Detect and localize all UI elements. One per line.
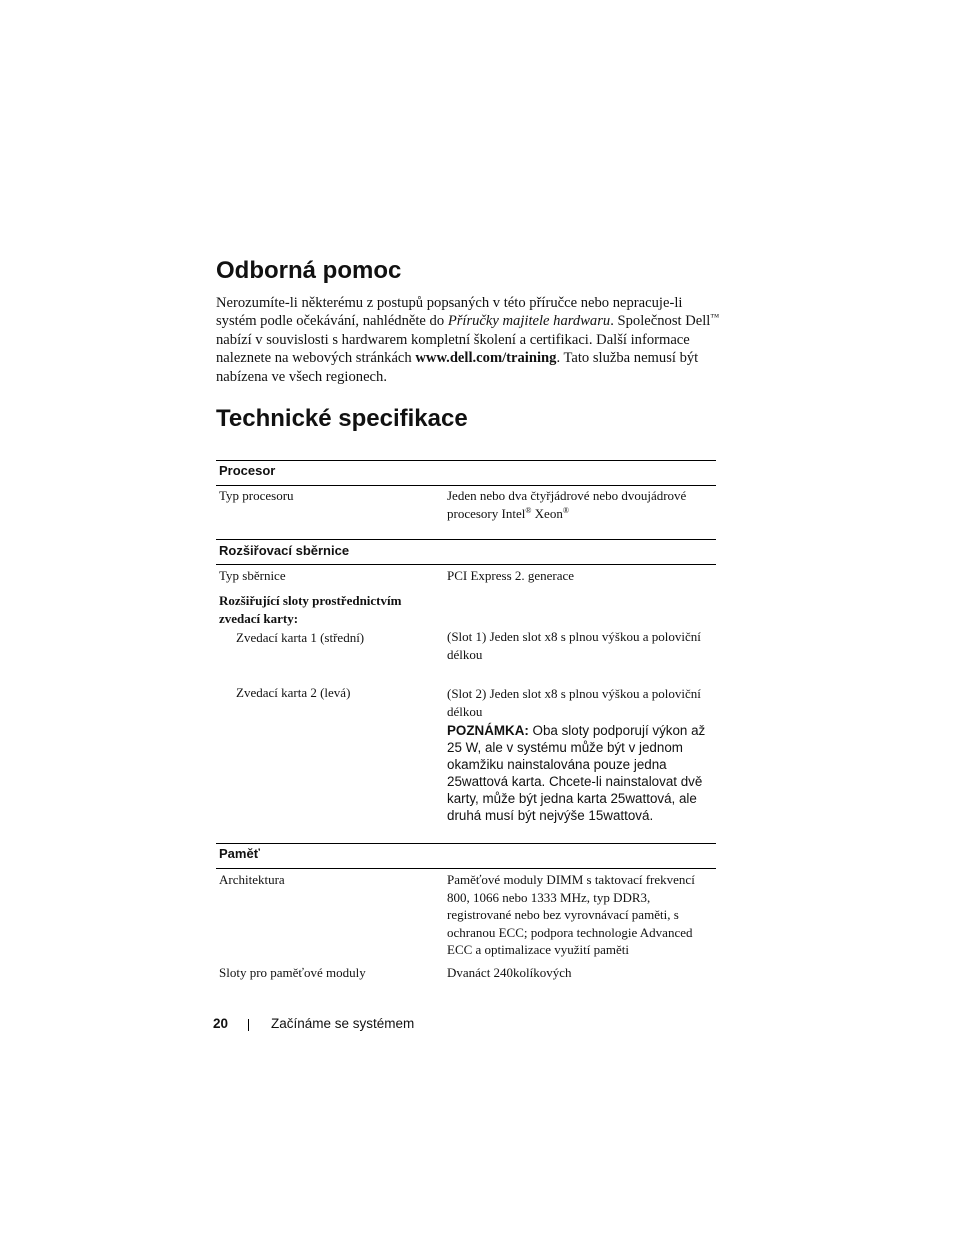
table-rule: [216, 868, 716, 869]
trademark-mark: ™: [710, 312, 720, 323]
intro-text-3: nabízí v souvislosti s hardwarem kompletní školení a certifikaci. Další informace naleznete na webových stránkách: [216, 331, 690, 367]
spec-header-bus: Rozšiřovací sběrnice: [219, 543, 350, 558]
spec-value-processor-type: [447, 487, 717, 522]
table-rule: [216, 843, 716, 844]
intro-text-4: . Tato služba nemusí být nabízena ve všech regionech.: [216, 350, 699, 385]
note-block: [447, 722, 717, 824]
section-title-technicke-specifikace: Technické specifikace: [216, 405, 468, 432]
spec-label-riser-2: Zvedací karta 2 (levá): [236, 685, 351, 700]
processor-brand-text: Xeon: [531, 505, 563, 521]
registered-mark: ®: [525, 505, 532, 515]
spec-label-expansion-slots: Rozšiřující sloty prostřednictvím zvedací karty:: [219, 593, 402, 626]
intro-manual-title: Příručky majitele hardwaru: [447, 313, 611, 330]
footer-chapter-title: Začínáme se systémem: [271, 1016, 415, 1031]
spec-header-memory: Paměť: [219, 846, 260, 861]
spec-label-bus-type: Typ sběrnice: [219, 568, 286, 583]
footer-separator: [248, 1019, 249, 1031]
spec-header-procesor: Procesor: [219, 463, 276, 478]
table-rule: [216, 539, 716, 540]
note-label: POZNÁMKA:: [447, 723, 529, 738]
spec-label-memory-slots: Sloty pro paměťové moduly: [219, 965, 366, 980]
spec-value-architecture: Paměťové moduly DIMM s taktovací frekvencí 800, 1066 nebo 1333 MHz, typ DDR3, registrované nebo bez vyrovnávací paměti, s ochranou ECC; podpora technologie Advanced ECC a optimalizace využití paměti: [447, 872, 695, 957]
section-title-odborna-pomoc: Odborná pomoc: [216, 257, 402, 284]
intro-text-1: Nerozumíte-li některému z postupů popsaných v této příručce nebo nepracuje-li systém podle očekávání, nahlédněte do: [216, 295, 683, 330]
spec-label-architecture: Architektura: [219, 872, 285, 887]
spec-value-riser-1: (Slot 1) Jeden slot x8 s plnou výškou a poloviční délkou: [447, 629, 701, 662]
intro-text-2: . Společnost Dell: [610, 313, 711, 330]
page-number: 20: [213, 1016, 229, 1031]
processor-type-text: Jeden nebo dva čtyřjádrové nebo dvoujádrové procesory Intel: [447, 488, 687, 521]
spec-value-memory-slots: Dvanáct 240kolíkových: [447, 965, 572, 980]
table-rule: [216, 485, 716, 486]
training-url: www.dell.com/training: [415, 350, 557, 367]
registered-mark: ®: [562, 505, 569, 515]
spec-label-processor-type: Typ procesoru: [219, 488, 294, 503]
table-rule: [216, 564, 716, 565]
intro-paragraph: [216, 294, 720, 386]
spec-label-riser-1: Zvedací karta 1 (střední): [236, 630, 365, 645]
note-text: Oba sloty podporují výkon až 25 W, ale v systému může být v jednom okamžiku nainstalována pouze jedna 25wattová karta. Chcete-li nainstalovat dvě karty, může být jedna karta 25wattová, ale druhá musí být nejvýše 15wattová.: [447, 723, 706, 823]
spec-value-riser-2: (Slot 2) Jeden slot x8 s plnou výškou a poloviční délkou: [447, 686, 701, 719]
spec-value-bus-type: PCI Express 2. generace: [447, 568, 575, 583]
table-rule: [216, 460, 716, 461]
